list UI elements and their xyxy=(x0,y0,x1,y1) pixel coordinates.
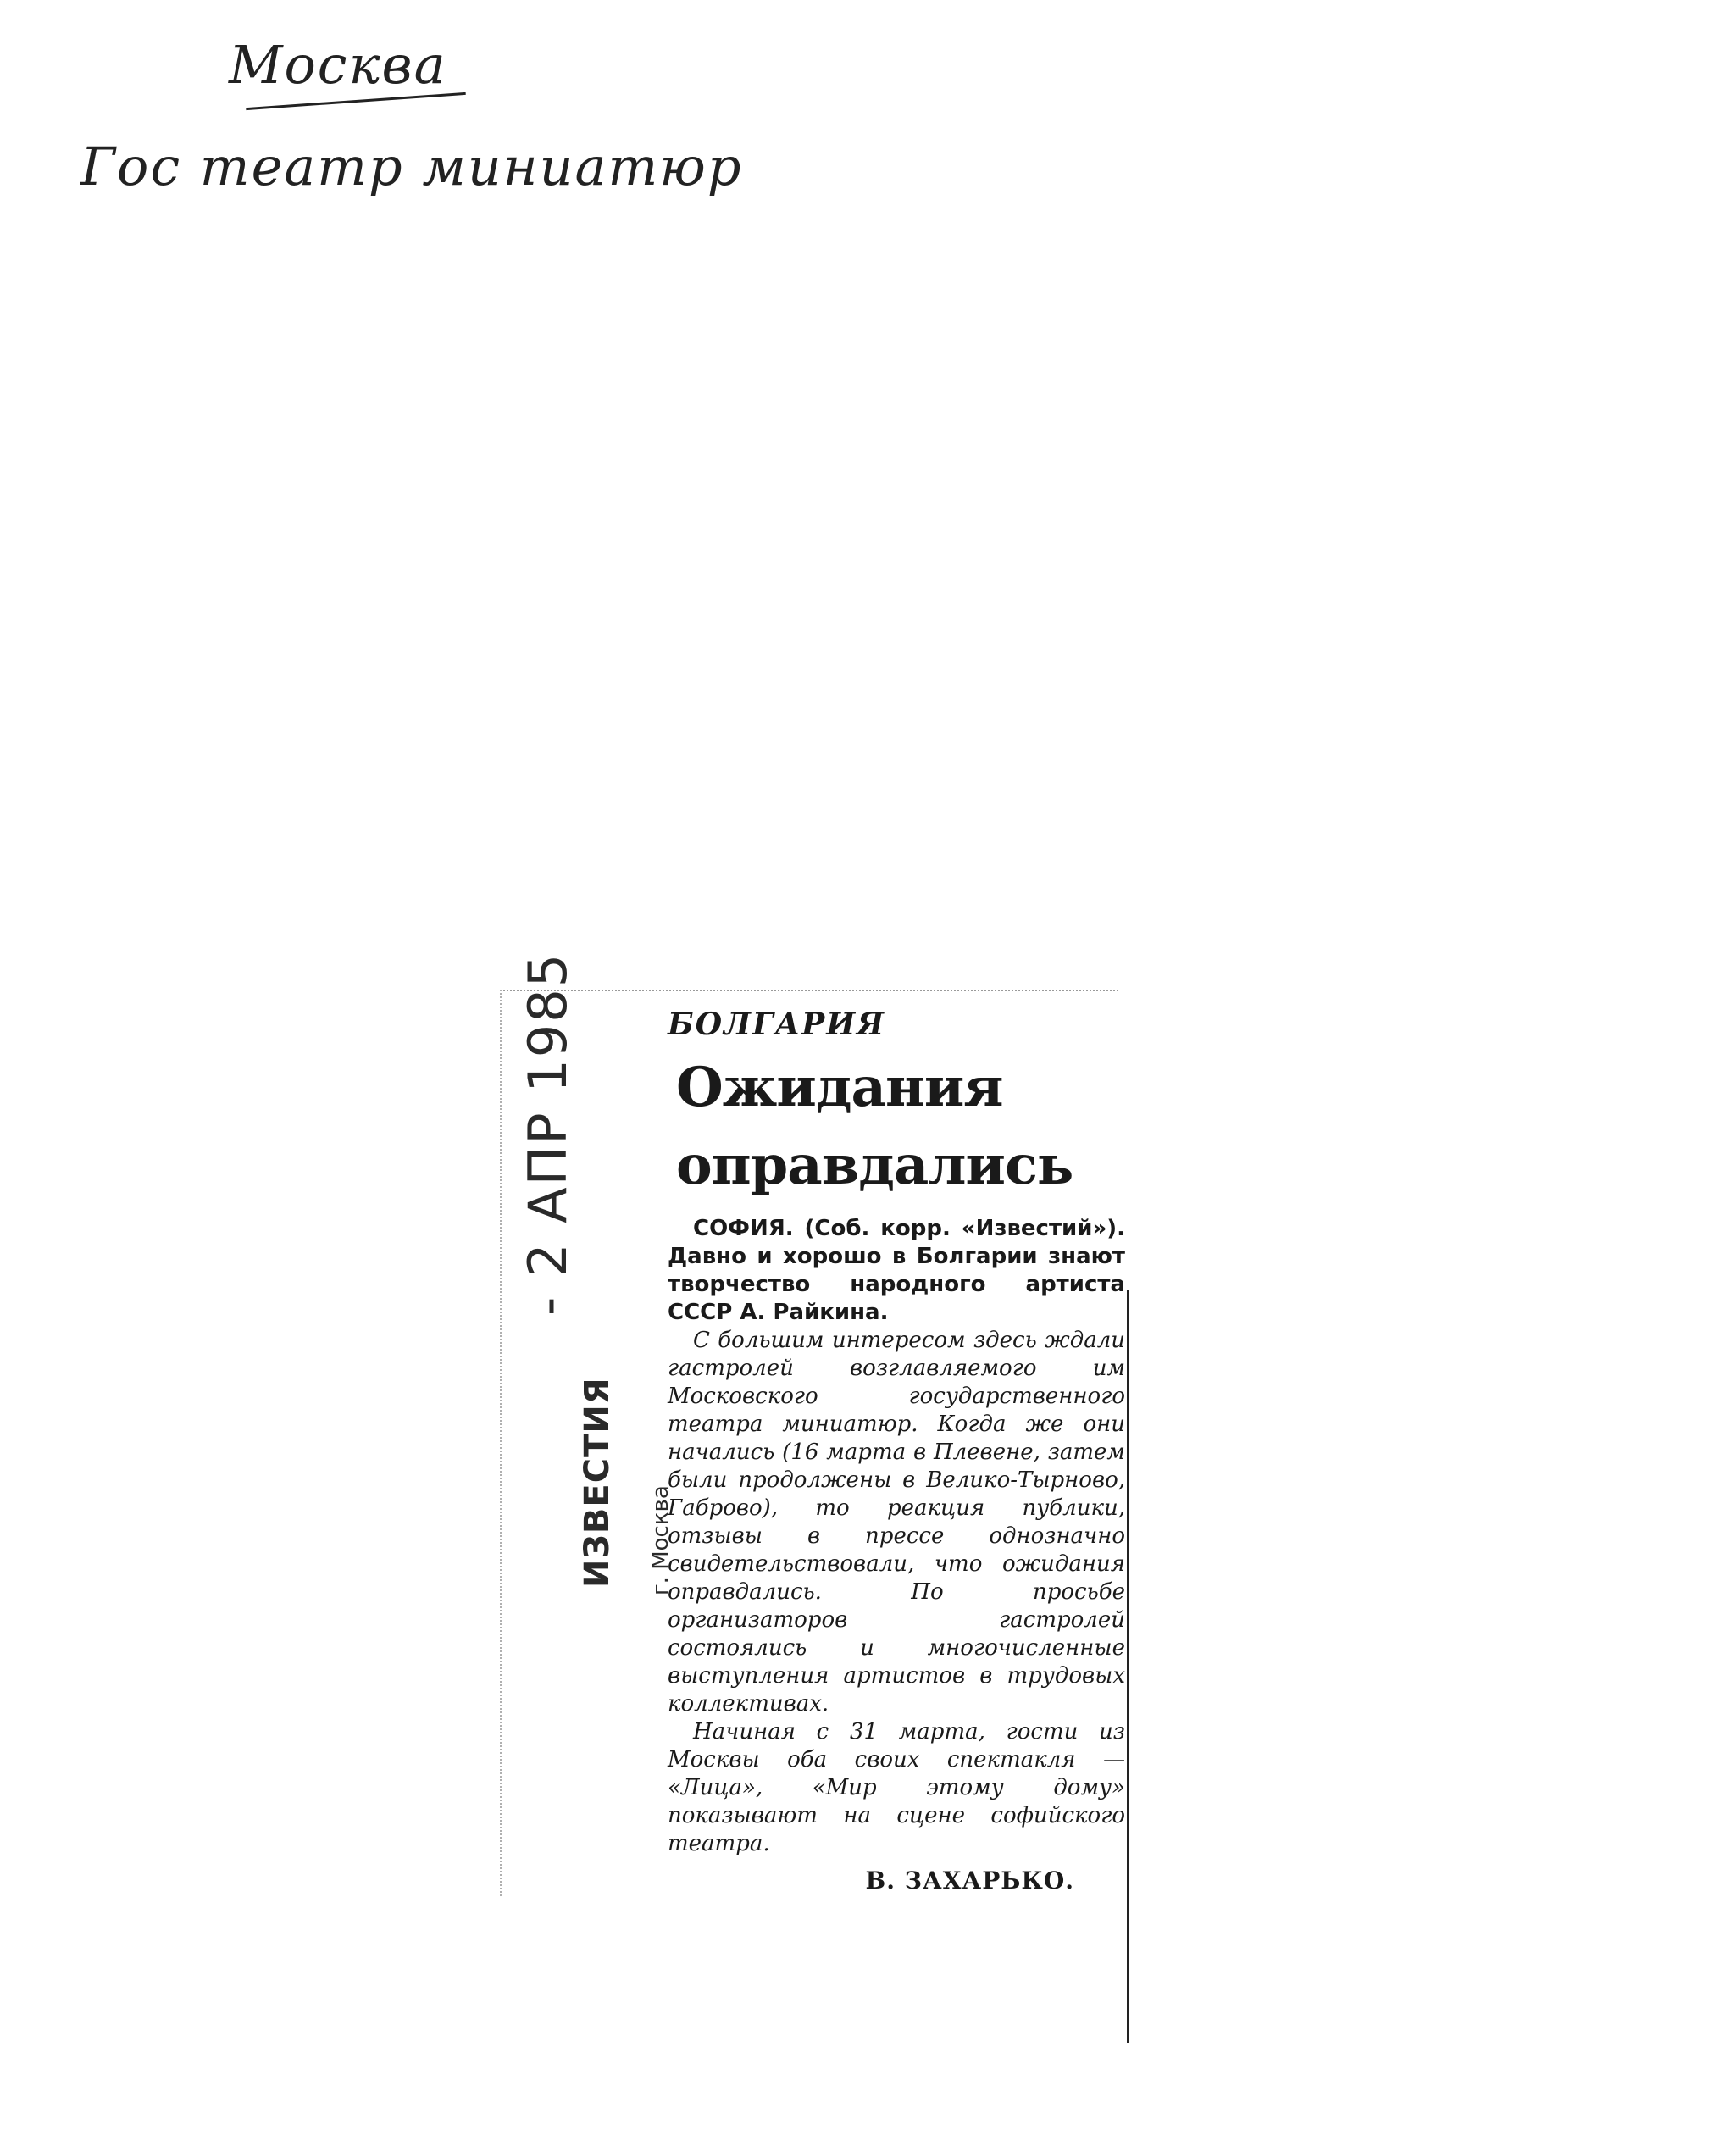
clipping-right-rule xyxy=(1127,1290,1129,2043)
article-byline: В. ЗАХАРЬКО. xyxy=(865,1867,1074,1894)
handwritten-note-theatre: Гос театр миниатюр xyxy=(80,136,743,197)
stamp-city: г. Москва xyxy=(648,1485,674,1595)
article-kicker: БОЛГАРИЯ xyxy=(668,1007,885,1042)
article-paragraph-2: Начиная с 31 марта, гости из Москвы оба своих спектакля — «Лица», «Мир этому дому» показывают на сцене софийского театра. xyxy=(668,1719,1125,1856)
clipping-left-edge xyxy=(500,990,502,1896)
newspaper-clipping xyxy=(500,951,1131,1905)
stamp-date: - 2 АПР 1985 xyxy=(517,951,579,1316)
article-headline xyxy=(676,1049,1125,1205)
clipping-top-edge xyxy=(500,990,1118,991)
headline-line-1: Ожидания xyxy=(676,1056,1003,1119)
article xyxy=(668,1007,1125,1894)
handwritten-note-city: Москва xyxy=(229,34,447,96)
article-lead: СОФИЯ. (Соб. корр. «Известий»). Давно и хорошо в Болгарии знают творчество народного артиста СССР А. Райкина. xyxy=(668,1216,1125,1325)
stamp-newspaper-name: ИЗВЕСТИЯ xyxy=(578,1377,617,1588)
article-paragraph-1: С большим интересом здесь ждали гастролей возглавляемого им Московского государственного театра миниатюр. Когда же они начались (16 марта в Плевене, затем были продолжены в Велико-Тырново, Габрово), то реакция публики, отзывы в прессе однозначно свидетельствовали, что ожидания оправдались. По просьбе организаторов гастролей состоялись и многочисленные выступления артистов в трудовых коллективах. xyxy=(668,1328,1125,1717)
headline-line-2: оправдались xyxy=(676,1134,1073,1197)
